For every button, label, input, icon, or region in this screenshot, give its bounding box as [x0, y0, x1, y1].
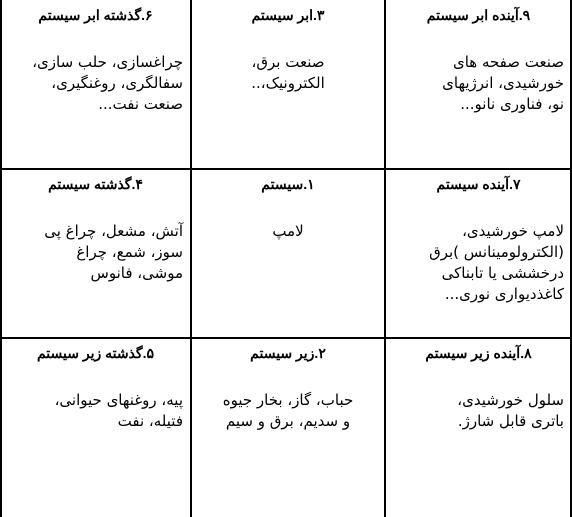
- cell-title: ۱.سیستم: [261, 176, 315, 192]
- cell-future-sub-system: [385, 338, 572, 517]
- cell-title: ۸.آینده زیر سیستم: [425, 345, 532, 361]
- cell-body: چراغسازی، حلب سازی، سفالگری، روغنگیری، صنعت نفت...: [32, 53, 183, 113]
- cell-title: ۵.گذشته زیر سیستم: [36, 345, 155, 361]
- cell-body: آتش، مشعل، چراغ پی سوز، شمع، چراغ موشی، فانوس: [44, 222, 183, 282]
- cell-sub-system: [191, 338, 385, 517]
- cell-body: صنعت برق، الکترونیک،..: [251, 53, 325, 92]
- cell-body: پیه، روغنهای حیوانی، فتیله، نفت: [54, 391, 183, 430]
- cell-title: ۹.آینده ابر سیستم: [426, 7, 531, 23]
- grid-line-vertical: [190, 0, 192, 517]
- table-row-super-system: [0, 0, 572, 169]
- cell-title: ۴.گذشته سیستم: [48, 176, 143, 192]
- cell-super-system: [191, 0, 385, 169]
- cell-title: ۳.ابر سیستم: [251, 7, 325, 23]
- cell-past-super-system: [0, 0, 191, 169]
- grid-line-vertical-left: [0, 0, 2, 517]
- grid-line-vertical: [384, 0, 386, 517]
- cell-system: [191, 169, 385, 338]
- cell-title: ۶.گذشته ابر سیستم: [38, 7, 153, 23]
- cell-past-system: [0, 169, 191, 338]
- cell-body: صنعت صفحه های خورشیدی، انرژیهای نو، فناوری نانو...: [442, 53, 564, 113]
- cell-future-system: [385, 169, 572, 338]
- grid-line-horizontal: [0, 337, 572, 339]
- cell-body: لامپ: [272, 222, 304, 240]
- table-row-sub-system: [0, 338, 572, 517]
- grid-line-horizontal: [0, 168, 572, 170]
- cell-body: لامپ خورشیدی، (الکترولومینانس )برق درخششی یا تابناکی کاغذدیواری نوری...: [429, 222, 564, 303]
- cell-future-super-system: [385, 0, 572, 169]
- table-row-system: [0, 169, 572, 338]
- cell-title: ۷.آینده سیستم: [436, 176, 521, 192]
- cell-title: ۲.زیر سیستم: [250, 345, 326, 361]
- cell-past-sub-system: [0, 338, 191, 517]
- cell-body: حباب، گاز، بخار جیوه و سدیم، برق و سیم: [222, 391, 354, 430]
- cell-body: سلول خورشیدی، باتری قابل شارژ.: [457, 391, 564, 430]
